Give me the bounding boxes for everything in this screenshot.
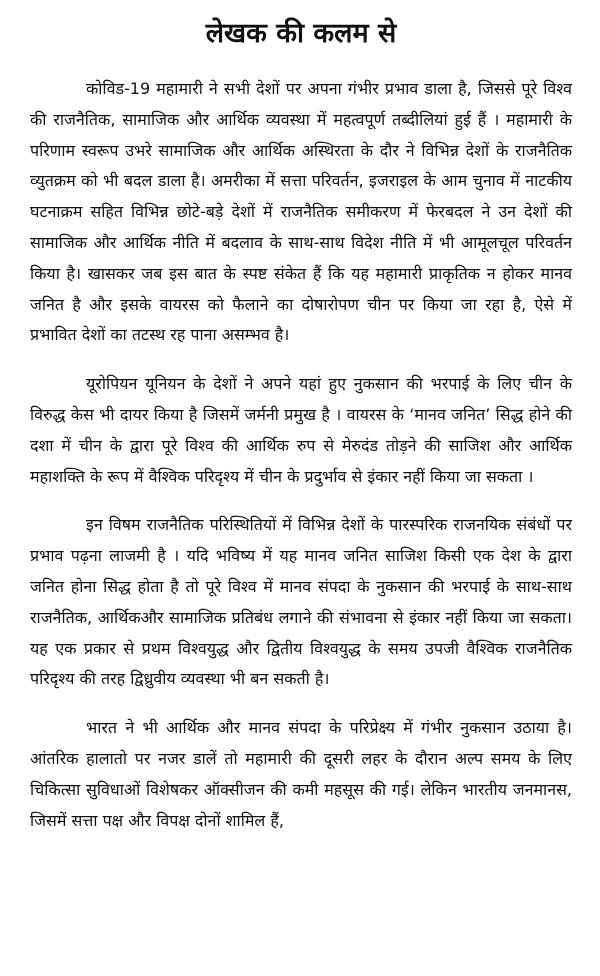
paragraph-2: यूरोपियन यूनियन के देशों ने अपने यहां हुए नुकसान की भरपाई के लिए चीन के विरुद्ध केस भी दायर किया है जिसमें जर्मनी प्रमुख है । वायरस के ‘मानव जनित’ सिद्ध होने की दशा में चीन के द्वारा पूरे विश्व की आर्थिक रुप से मेरुदंड तोड़ने की साजिश और आर्थिक महाशक्ति के रूप में वैश्विक परिदृश्य में चीन के प्रदुर्भाव से इंकार नहीं किया जा सकता । bbox=[30, 374, 572, 486]
page-title: लेखक की कलम से bbox=[205, 18, 397, 49]
paragraph-4: भारत ने भी आर्थिक और मानव संपदा के परिप्रेक्ष्य में गंभीर नुकसान उठाया है।आंतरिक हालातो पर नजर डालें तो महामारी की दूसरी लहर के दौरान अल्प समय के लिए चिकित्सा सुविधाओं विशेषकर ऑक्सीजन की कमी महसूस की गई। लेकिन भारतीय जनमानस, जिसमें सत्ता पक्ष और विपक्ष दोनों शामिल हैं, bbox=[30, 718, 572, 830]
paragraph-3: इन विषम राजनैतिक परिस्थितियों में विभिन्न देशों के पारस्परिक राजनयिक संबंधों पर प्रभाव पढ़ना लाजमी है । यदि भविष्य में यह मानव जनित साजिश किसी एक देश के द्वारा जनित होना सिद्ध होता है तो पूरे विश्व में मानव संपदा के नुकसान की भरपाई के साथ-साथ राजनैतिक, आर्थिकऔर सामाजिक प्रतिबंध लगाने की संभावना से इंकार नहीं किया जा सकता। यह एक प्रकार से प्रथम विश्वयुद्ध और द्वितीय विश्वयुद्ध के समय उपजी वैश्विक राजनैतिक परिदृश्य की तरह द्विध्रुवीय व्यवस्था भी बन सकती है। bbox=[30, 515, 572, 689]
paragraph-1: कोविड-19 महामारी ने सभी देशों पर अपना गंभीर प्रभाव डाला है, जिससे पूरे विश्व की राजनैतिक, सामाजिक और आर्थिक व्यवस्था में महत्वपूर्ण तब्दीलियां हुई हैं । महामारी के परिणाम स्वरूप उभरे सामाजिक और आर्थिक अस्थिरता के दौर ने विभिन्न देशों के राजनैतिक व्युतक्रम को भी बदल डाला है। अमरीका में सत्ता परिवर्तन, इजराइल के आम चुनाव में नाटकीय घटनाक्रम सहित विभिन्न छोटे-बड़े देशों में राजनैतिक समीकरण में फेरबदल ने उन देशों की सामाजिक और आर्थिक नीति में बदलाव के साथ-साथ विदेश नीति में भी आमूलचूल परिवर्तन किया है। खासकर जब इस बात के स्पष्ट संकेत हैं कि यह महामारी प्राकृतिक न होकर मानव जनित है और इसके वायरस को फैलाने का दोषारोपण चीन पर किया जा रहा है, ऐसे में प्रभावित देशों का तटस्थ रह पाना असम्भव है। bbox=[30, 79, 572, 345]
